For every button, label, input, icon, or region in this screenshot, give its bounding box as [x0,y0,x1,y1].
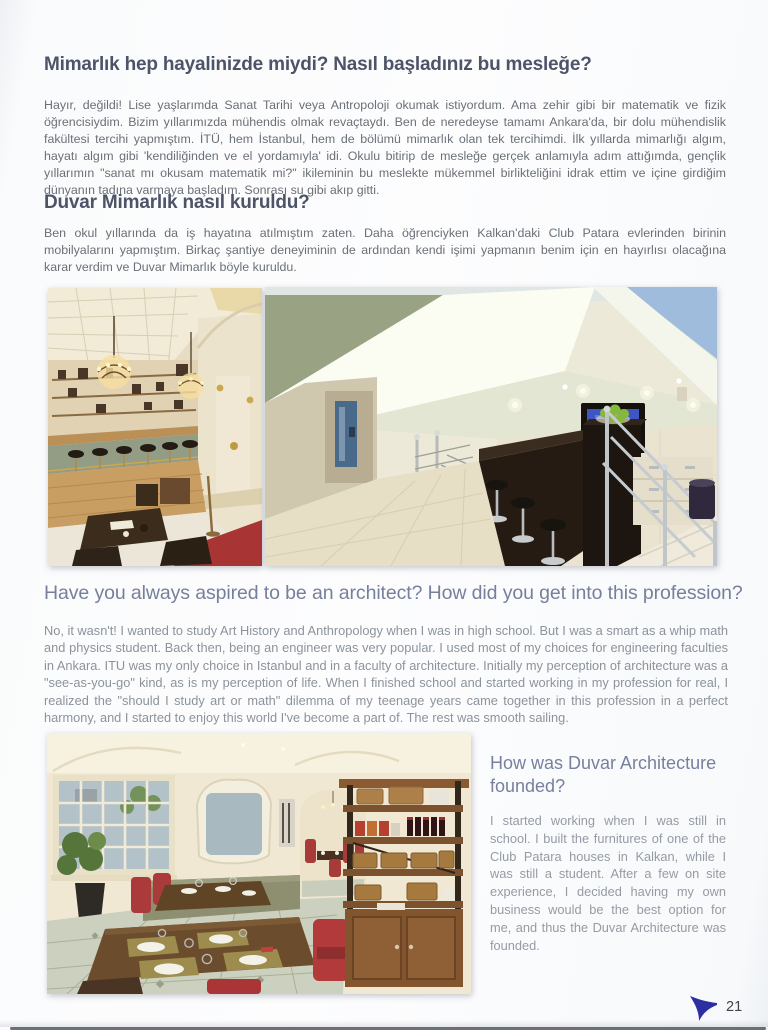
paragraph-tr-answer1: Hayır, değildi! Lise yaşlarımda Sanat Tarihi veya Antropoloji okumak istiyordum. Ama zehir gibi bir matematik ve fizik öğrencisiydim. Bizim yıllarımızda mühendis olmak revaçtaydı. Ben de neredeyse tamamı Ankara'da, bir dolu mühendislik fakültesi tercihi yapmıştım. İTÜ, hem İstanbul, hem de bölümü mimarlık olan tek tercihimdi. İlk yıllarda mimarlığı algım, hayatı algım gibi 'kendiliğinden ve el yordamıyla' idi. Okulu bitirip de mesleğe gerçek anlamıyla adım attığımda, gençlik yıllarımın "sanat mı okusam matematik mi?" ikileminin bu meslekte mükemmel birlikteliğini idrak ettim ve içine girdiğim dünyanın tadına varmaya başladım. Sonrası su gibi akıp gitti. [44,98,726,197]
ceiling-arches [47,733,471,773]
heading-en-question1: Have you always aspired to be an architect? How did you get into this profession? [44,582,743,604]
photo-classic-bar-interior [48,288,262,566]
heading-tr-question1: Mimarlık hep hayalinizde miydi? Nasıl başladınız bu mesleğe? [44,54,592,75]
paragraph-tr-answer2: Ben okul yıllarında da iş hayatına atılmıştım zaten. Daha öğrenciyken Kalkan'daki Club Patara evlerinden birinin mobilyalarını yapmıştım. Birkaç şantiye deneyiminin de ardından kendi işimi yapmanın benim için en hayırlısı olacağına karar verdim ve Duvar Mimarlık böyle kuruldu. [44,226,726,274]
scan-shadow [0,1020,768,1027]
photo-restaurant-interior [47,733,471,994]
heading-en-question2: How was Duvar Architecture founded? [490,753,717,796]
heading-tr-question2: Duvar Mimarlık nasıl kuruldu? [44,192,310,213]
paragraph-en-answer2: I started working when I was still in school. I built the furnitures of one of the Club Patara houses in Kalkan, while I was still a student. After a few on site experience, I decided having my own business would be the best option for me, and thus the Duvar Architecture was founded. [490,813,726,953]
photo-modern-interior-bar [265,287,717,566]
page-footer [690,993,760,1023]
paragraph-en-answer1: No, it wasn't! I wanted to study Art History and Anthropology when I was in high school. But I was a smart as a whip math and physics student. Back then, being an engineer was very popular. I used most of my choices for engineering faculties in Ankara. ITU was my only choice in Istanbul and in a faculty of architecture. Initially my perception of architecture was a "see-as-you-go" kind, as is my perception of life. When I finished school and started working in my profession for real, I realized the "should I study art or math" dilemma of my teenage years came together in this profession in a perfect harmony, and I started to enjoy this world I've become a part of. The rest was smooth sailing. [44,623,728,726]
page-number: 21 [726,999,743,1015]
publisher-bird-logo [690,995,718,1021]
wavy-mirror [197,780,271,864]
